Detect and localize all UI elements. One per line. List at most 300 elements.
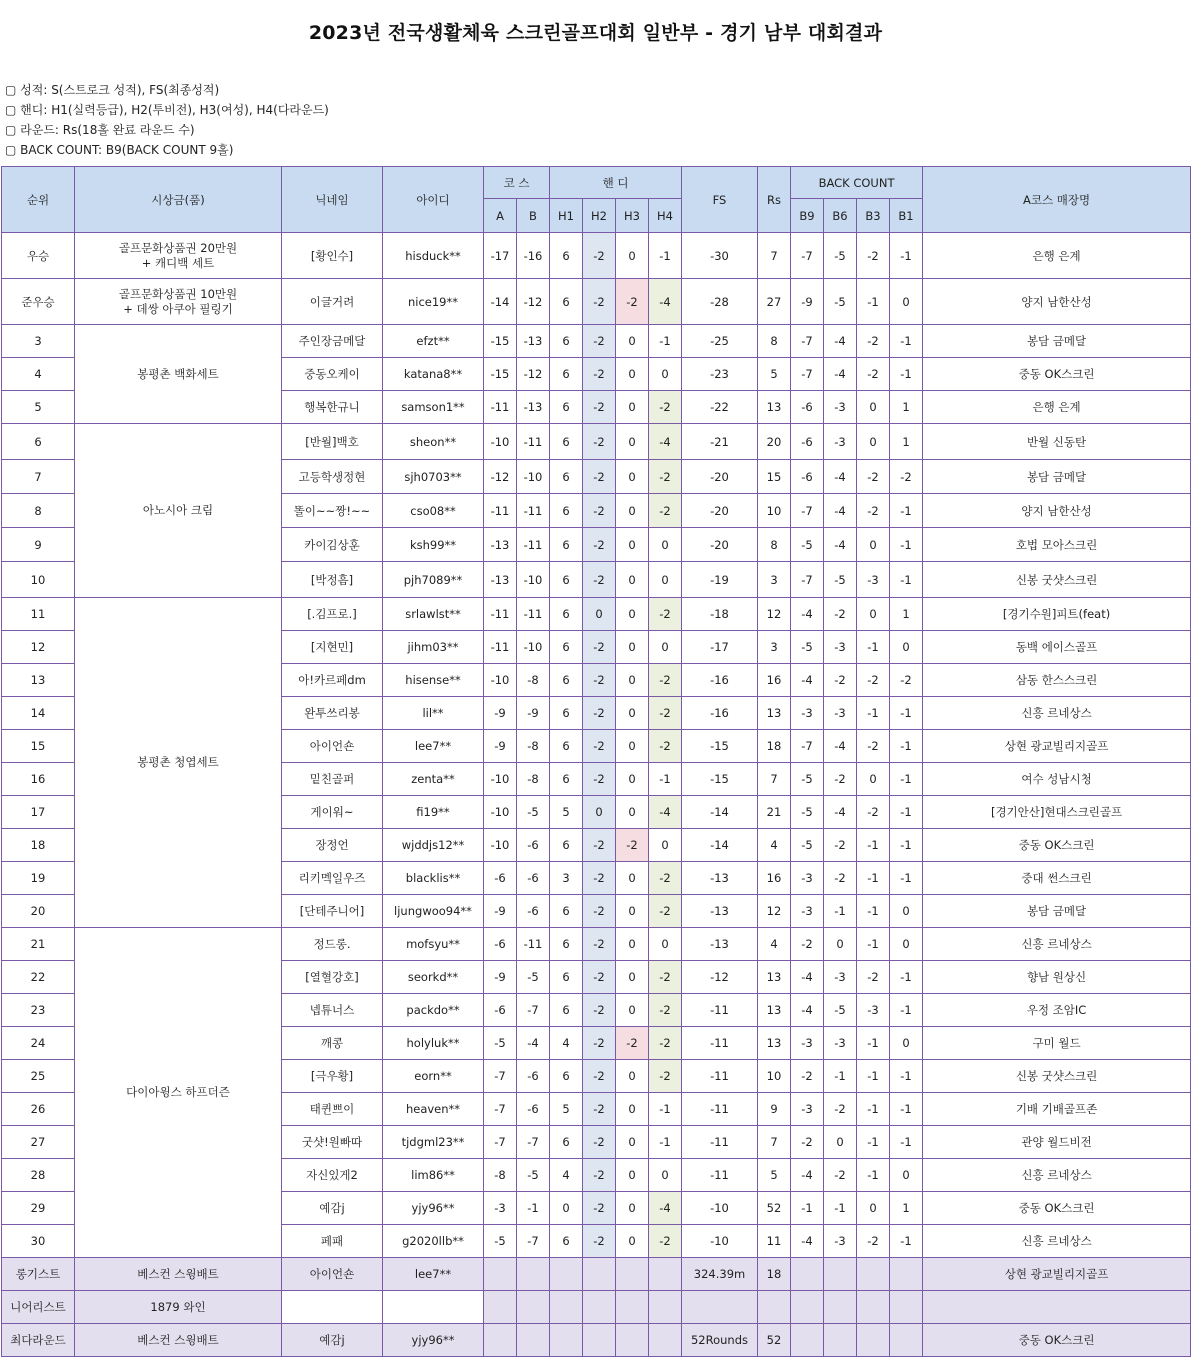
course-a: -8 <box>484 1159 517 1192</box>
course-a: -7 <box>484 1093 517 1126</box>
award-prize: 베스컨 스윙배트 <box>75 1258 282 1291</box>
rank-cell: 21 <box>2 928 75 961</box>
prize-line: + 캐디백 세트 <box>141 255 215 270</box>
handi-h3: 0 <box>616 562 649 598</box>
backcount-b1: 1 <box>890 424 923 460</box>
handi-h1: 6 <box>550 829 583 862</box>
final-score: -28 <box>682 279 758 325</box>
handi-h4: 0 <box>649 358 682 391</box>
store-name: 삼동 한스스크린 <box>923 664 1191 697</box>
course-b: -12 <box>517 358 550 391</box>
id-cell: jihm03** <box>383 631 484 664</box>
award-nickname: 아이언숀 <box>282 1258 383 1291</box>
backcount-b1: -1 <box>890 325 923 358</box>
handi-h3: 0 <box>616 598 649 631</box>
handi-h2: -2 <box>583 358 616 391</box>
rank-cell: 13 <box>2 664 75 697</box>
handi-h1: 6 <box>550 325 583 358</box>
course-b: -7 <box>517 1225 550 1258</box>
backcount-b9: -2 <box>791 1060 824 1093</box>
course-b: -7 <box>517 994 550 1027</box>
nickname-cell: 고등학생정현 <box>282 460 383 494</box>
id-cell: wjddjs12** <box>383 829 484 862</box>
rank-cell: 5 <box>2 391 75 424</box>
backcount-b6: -2 <box>824 1093 857 1126</box>
backcount-b1: -1 <box>890 528 923 562</box>
prize-cell: 다이아윙스 하프더즌 <box>75 928 282 1258</box>
final-score: -20 <box>682 460 758 494</box>
course-a: -10 <box>484 763 517 796</box>
empty-cell <box>890 1258 923 1291</box>
backcount-b6: -2 <box>824 862 857 895</box>
backcount-b6: 0 <box>824 928 857 961</box>
final-score: -20 <box>682 528 758 562</box>
nickname-cell: [지현민] <box>282 631 383 664</box>
course-b: -6 <box>517 1060 550 1093</box>
handi-h3: 0 <box>616 1126 649 1159</box>
store-name: 봉담 금메달 <box>923 325 1191 358</box>
handi-h3: 0 <box>616 961 649 994</box>
nickname-cell: 리키멕일우즈 <box>282 862 383 895</box>
id-cell: yjy96** <box>383 1192 484 1225</box>
nickname-cell: [황인수] <box>282 233 383 279</box>
store-name: 양지 남한산성 <box>923 279 1191 325</box>
store-name: 은행 은계 <box>923 391 1191 424</box>
handi-h1: 6 <box>550 928 583 961</box>
award-result: 52Rounds <box>682 1324 758 1357</box>
backcount-b3: -2 <box>857 1225 890 1258</box>
empty-cell <box>583 1324 616 1357</box>
round-count: 7 <box>758 763 791 796</box>
store-name: 기배 기배골프존 <box>923 1093 1191 1126</box>
handi-h3: 0 <box>616 358 649 391</box>
course-b: -11 <box>517 528 550 562</box>
handi-h4: 0 <box>649 928 682 961</box>
backcount-b9: -7 <box>791 494 824 528</box>
id-cell: sheon** <box>383 424 484 460</box>
store-name: 신봉 굿샷스크린 <box>923 562 1191 598</box>
prize-cell: 아노시아 크림 <box>75 424 282 598</box>
nickname-cell: 이글거려 <box>282 279 383 325</box>
final-score: -11 <box>682 1093 758 1126</box>
award-name: 니어리스트 <box>2 1291 75 1324</box>
backcount-b9: -5 <box>791 829 824 862</box>
rank-cell: 우승 <box>2 233 75 279</box>
backcount-b6: -2 <box>824 1159 857 1192</box>
backcount-b1: 1 <box>890 1192 923 1225</box>
id-cell: eorn** <box>383 1060 484 1093</box>
handi-h4: -2 <box>649 862 682 895</box>
id-cell: lee7** <box>383 730 484 763</box>
backcount-b9: -1 <box>791 1192 824 1225</box>
course-a: -5 <box>484 1225 517 1258</box>
backcount-b3: -1 <box>857 1060 890 1093</box>
handi-h3: 0 <box>616 494 649 528</box>
course-a: -15 <box>484 358 517 391</box>
rank-cell: 28 <box>2 1159 75 1192</box>
backcount-b3: 0 <box>857 1192 890 1225</box>
award-store: 중동 OK스크린 <box>923 1324 1191 1357</box>
id-cell: sjh0703** <box>383 460 484 494</box>
final-score: -10 <box>682 1225 758 1258</box>
empty-cell <box>890 1291 923 1324</box>
store-name: 여수 성남시청 <box>923 763 1191 796</box>
empty-cell <box>517 1291 550 1324</box>
store-name: 중동 OK스크린 <box>923 829 1191 862</box>
handi-h4: 0 <box>649 631 682 664</box>
course-a: -6 <box>484 862 517 895</box>
header-prize: 시상금(품) <box>75 167 282 233</box>
table-row <box>2 598 1191 631</box>
table-header <box>2 167 1191 233</box>
handi-h1: 6 <box>550 494 583 528</box>
handi-h4: -2 <box>649 961 682 994</box>
backcount-b9: -4 <box>791 961 824 994</box>
backcount-b1: 0 <box>890 279 923 325</box>
special-award-row <box>2 1291 1191 1324</box>
award-store <box>923 1291 1191 1324</box>
award-rounds: 18 <box>758 1258 791 1291</box>
nickname-cell: 깨콩 <box>282 1027 383 1060</box>
handi-h4: 0 <box>649 528 682 562</box>
round-count: 52 <box>758 1192 791 1225</box>
prize-cell <box>75 233 282 279</box>
rank-cell: 15 <box>2 730 75 763</box>
handi-h4: -2 <box>649 1027 682 1060</box>
handi-h4: -4 <box>649 424 682 460</box>
backcount-b3: -1 <box>857 862 890 895</box>
empty-cell <box>583 1291 616 1324</box>
handi-h2: -2 <box>583 1060 616 1093</box>
round-count: 13 <box>758 391 791 424</box>
backcount-b9: -4 <box>791 598 824 631</box>
final-score: -11 <box>682 1027 758 1060</box>
backcount-b9: -3 <box>791 1093 824 1126</box>
legend-round: ▢ 라운드: Rs(18홀 완료 라운드 수) <box>5 123 195 137</box>
backcount-b1: -1 <box>890 763 923 796</box>
empty-cell <box>550 1258 583 1291</box>
id-cell: tjdgml23** <box>383 1126 484 1159</box>
handi-h4: -2 <box>649 730 682 763</box>
backcount-b9: -3 <box>791 1027 824 1060</box>
backcount-b3: -1 <box>857 1126 890 1159</box>
empty-cell <box>857 1324 890 1357</box>
handi-h3: 0 <box>616 994 649 1027</box>
backcount-b6: 0 <box>824 1126 857 1159</box>
round-count: 12 <box>758 598 791 631</box>
empty-cell <box>484 1291 517 1324</box>
handi-h1: 6 <box>550 994 583 1027</box>
handi-h3: 0 <box>616 796 649 829</box>
empty-cell <box>649 1291 682 1324</box>
backcount-b6: -3 <box>824 631 857 664</box>
handi-h1: 5 <box>550 796 583 829</box>
final-score: -11 <box>682 1159 758 1192</box>
nickname-cell: 넵튜너스 <box>282 994 383 1027</box>
header-b3: B3 <box>857 199 890 233</box>
course-a: -6 <box>484 928 517 961</box>
backcount-b6: -5 <box>824 994 857 1027</box>
round-count: 16 <box>758 862 791 895</box>
award-rounds <box>758 1291 791 1324</box>
handi-h2: -2 <box>583 325 616 358</box>
backcount-b1: -2 <box>890 664 923 697</box>
backcount-b1: 0 <box>890 1159 923 1192</box>
course-a: -6 <box>484 994 517 1027</box>
backcount-b3: -1 <box>857 829 890 862</box>
legend-handi: ▢ 핸디: H1(실력등급), H2(투비전), H3(여성), H4(다라운드) <box>5 103 329 117</box>
backcount-b1: -1 <box>890 994 923 1027</box>
course-b: -8 <box>517 763 550 796</box>
handi-h4: -1 <box>649 325 682 358</box>
handi-h1: 6 <box>550 1126 583 1159</box>
round-count: 20 <box>758 424 791 460</box>
round-count: 7 <box>758 233 791 279</box>
handi-h2: 0 <box>583 796 616 829</box>
empty-cell <box>550 1324 583 1357</box>
backcount-b1: -1 <box>890 862 923 895</box>
award-id <box>383 1291 484 1324</box>
handi-h2: -2 <box>583 494 616 528</box>
nickname-cell: 태퀸쁘이 <box>282 1093 383 1126</box>
prize-cell <box>75 279 282 325</box>
prize-line: 골프문화상품권 20만원 <box>118 240 238 255</box>
round-count: 13 <box>758 961 791 994</box>
empty-cell <box>824 1291 857 1324</box>
backcount-b1: 1 <box>890 391 923 424</box>
handi-h3: 0 <box>616 730 649 763</box>
handi-h1: 6 <box>550 1060 583 1093</box>
course-a: -9 <box>484 961 517 994</box>
award-prize: 1879 와인 <box>75 1291 282 1324</box>
backcount-b6: -5 <box>824 233 857 279</box>
store-name: 호법 모아스크린 <box>923 528 1191 562</box>
course-b: -4 <box>517 1027 550 1060</box>
handi-h2: -2 <box>583 631 616 664</box>
prize-line: 골프문화상품권 10만원 <box>118 286 238 301</box>
nickname-cell: 정드롱. <box>282 928 383 961</box>
backcount-b1: -1 <box>890 697 923 730</box>
backcount-b1: -1 <box>890 494 923 528</box>
rank-cell: 7 <box>2 460 75 494</box>
handi-h3: -2 <box>616 829 649 862</box>
store-name: 신흥 르네상스 <box>923 697 1191 730</box>
backcount-b1: 0 <box>890 895 923 928</box>
handi-h2: -2 <box>583 460 616 494</box>
handi-h4: -1 <box>649 1093 682 1126</box>
backcount-b9: -7 <box>791 358 824 391</box>
table-row <box>2 928 1191 961</box>
backcount-b1: 0 <box>890 1027 923 1060</box>
backcount-b9: -5 <box>791 528 824 562</box>
handi-h3: 0 <box>616 528 649 562</box>
header-handi: 핸 디 <box>550 167 682 199</box>
backcount-b3: -2 <box>857 494 890 528</box>
handi-h2: -2 <box>583 233 616 279</box>
nickname-cell: 장정언 <box>282 829 383 862</box>
backcount-b9: -4 <box>791 1225 824 1258</box>
final-score: -13 <box>682 862 758 895</box>
final-score: -14 <box>682 829 758 862</box>
course-a: -9 <box>484 697 517 730</box>
empty-cell <box>616 1324 649 1357</box>
final-score: -14 <box>682 796 758 829</box>
course-b: -7 <box>517 1126 550 1159</box>
course-b: -10 <box>517 460 550 494</box>
backcount-b6: -1 <box>824 1060 857 1093</box>
backcount-b6: -2 <box>824 829 857 862</box>
backcount-b3: -2 <box>857 961 890 994</box>
backcount-b6: -4 <box>824 460 857 494</box>
prize-cell: 봉평촌 백화세트 <box>75 325 282 424</box>
backcount-b6: -3 <box>824 424 857 460</box>
backcount-b1: -1 <box>890 562 923 598</box>
course-b: -5 <box>517 961 550 994</box>
backcount-b6: -3 <box>824 391 857 424</box>
handi-h2: -2 <box>583 562 616 598</box>
handi-h1: 4 <box>550 1159 583 1192</box>
handi-h4: -4 <box>649 1192 682 1225</box>
store-name: 향남 원상신 <box>923 961 1191 994</box>
handi-h2: -2 <box>583 1225 616 1258</box>
handi-h4: -2 <box>649 391 682 424</box>
backcount-b6: -4 <box>824 325 857 358</box>
backcount-b3: -1 <box>857 1093 890 1126</box>
course-b: -5 <box>517 1159 550 1192</box>
backcount-b9: -3 <box>791 895 824 928</box>
prize-cell: 봉평촌 청엽세트 <box>75 598 282 928</box>
header-b9: B9 <box>791 199 824 233</box>
backcount-b6: -2 <box>824 598 857 631</box>
empty-cell <box>824 1324 857 1357</box>
id-cell: holyluk** <box>383 1027 484 1060</box>
final-score: -18 <box>682 598 758 631</box>
special-award-row <box>2 1324 1191 1357</box>
final-score: -15 <box>682 763 758 796</box>
final-score: -22 <box>682 391 758 424</box>
round-count: 16 <box>758 664 791 697</box>
award-rounds: 52 <box>758 1324 791 1357</box>
award-id: yjy96** <box>383 1324 484 1357</box>
nickname-cell: [박정흠] <box>282 562 383 598</box>
course-b: -10 <box>517 562 550 598</box>
nickname-cell: 중동오케이 <box>282 358 383 391</box>
course-b: -10 <box>517 631 550 664</box>
backcount-b9: -2 <box>791 1126 824 1159</box>
handi-h1: 6 <box>550 358 583 391</box>
id-cell: packdo** <box>383 994 484 1027</box>
handi-h4: -1 <box>649 233 682 279</box>
backcount-b9: -7 <box>791 562 824 598</box>
round-count: 27 <box>758 279 791 325</box>
store-name: 관양 월드비전 <box>923 1126 1191 1159</box>
backcount-b9: -5 <box>791 763 824 796</box>
nickname-cell: 예감j <box>282 1192 383 1225</box>
rank-cell: 27 <box>2 1126 75 1159</box>
empty-cell <box>616 1291 649 1324</box>
backcount-b1: -1 <box>890 233 923 279</box>
header-a: A <box>484 199 517 233</box>
header-backcount: BACK COUNT <box>791 167 923 199</box>
final-score: -11 <box>682 1126 758 1159</box>
round-count: 10 <box>758 494 791 528</box>
header-b1: B1 <box>890 199 923 233</box>
backcount-b3: -2 <box>857 664 890 697</box>
course-b: -16 <box>517 233 550 279</box>
course-b: -9 <box>517 697 550 730</box>
backcount-b3: -2 <box>857 325 890 358</box>
handi-h1: 6 <box>550 697 583 730</box>
store-name: 신봉 굿샷스크린 <box>923 1060 1191 1093</box>
handi-h1: 6 <box>550 424 583 460</box>
handi-h2: -2 <box>583 424 616 460</box>
course-b: -11 <box>517 928 550 961</box>
backcount-b6: -1 <box>824 1192 857 1225</box>
handi-h1: 4 <box>550 1027 583 1060</box>
backcount-b9: -7 <box>791 233 824 279</box>
special-award-row <box>2 1258 1191 1291</box>
id-cell: samson1** <box>383 391 484 424</box>
rank-cell: 14 <box>2 697 75 730</box>
id-cell: nice19** <box>383 279 484 325</box>
id-cell: seorkd** <box>383 961 484 994</box>
empty-cell <box>484 1258 517 1291</box>
award-nickname: 예감j <box>282 1324 383 1357</box>
id-cell: lil** <box>383 697 484 730</box>
handi-h1: 0 <box>550 1192 583 1225</box>
handi-h2: -2 <box>583 1159 616 1192</box>
backcount-b9: -7 <box>791 730 824 763</box>
backcount-b9: -9 <box>791 279 824 325</box>
backcount-b3: -2 <box>857 796 890 829</box>
backcount-b3: -1 <box>857 928 890 961</box>
nickname-cell: 주인장금메달 <box>282 325 383 358</box>
table-row <box>2 424 1191 460</box>
backcount-b9: -6 <box>791 424 824 460</box>
final-score: -13 <box>682 895 758 928</box>
handi-h3: 0 <box>616 460 649 494</box>
page-title: 2023년 전국생활체육 스크린골프대회 일반부 - 경기 남부 대회결과 <box>308 22 883 44</box>
award-prize: 베스컨 스윙배트 <box>75 1324 282 1357</box>
handi-h1: 6 <box>550 763 583 796</box>
handi-h3: 0 <box>616 1093 649 1126</box>
backcount-b3: -1 <box>857 1027 890 1060</box>
rank-cell: 18 <box>2 829 75 862</box>
final-score: -16 <box>682 697 758 730</box>
final-score: -19 <box>682 562 758 598</box>
backcount-b1: -1 <box>890 796 923 829</box>
round-count: 18 <box>758 730 791 763</box>
header-rank: 순위 <box>2 167 75 233</box>
course-a: -11 <box>484 598 517 631</box>
handi-h4: -1 <box>649 763 682 796</box>
store-name: 상현 광교빌리지골프 <box>923 730 1191 763</box>
handi-h4: -4 <box>649 796 682 829</box>
course-a: -10 <box>484 664 517 697</box>
rank-cell: 12 <box>2 631 75 664</box>
empty-cell <box>857 1258 890 1291</box>
nickname-cell: 완투쓰리봉 <box>282 697 383 730</box>
handi-h2: -2 <box>583 1027 616 1060</box>
rank-cell: 4 <box>2 358 75 391</box>
handi-h1: 6 <box>550 664 583 697</box>
handi-h4: -2 <box>649 460 682 494</box>
rank-cell: 11 <box>2 598 75 631</box>
backcount-b9: -3 <box>791 697 824 730</box>
empty-cell <box>824 1258 857 1291</box>
round-count: 8 <box>758 528 791 562</box>
backcount-b6: -4 <box>824 528 857 562</box>
